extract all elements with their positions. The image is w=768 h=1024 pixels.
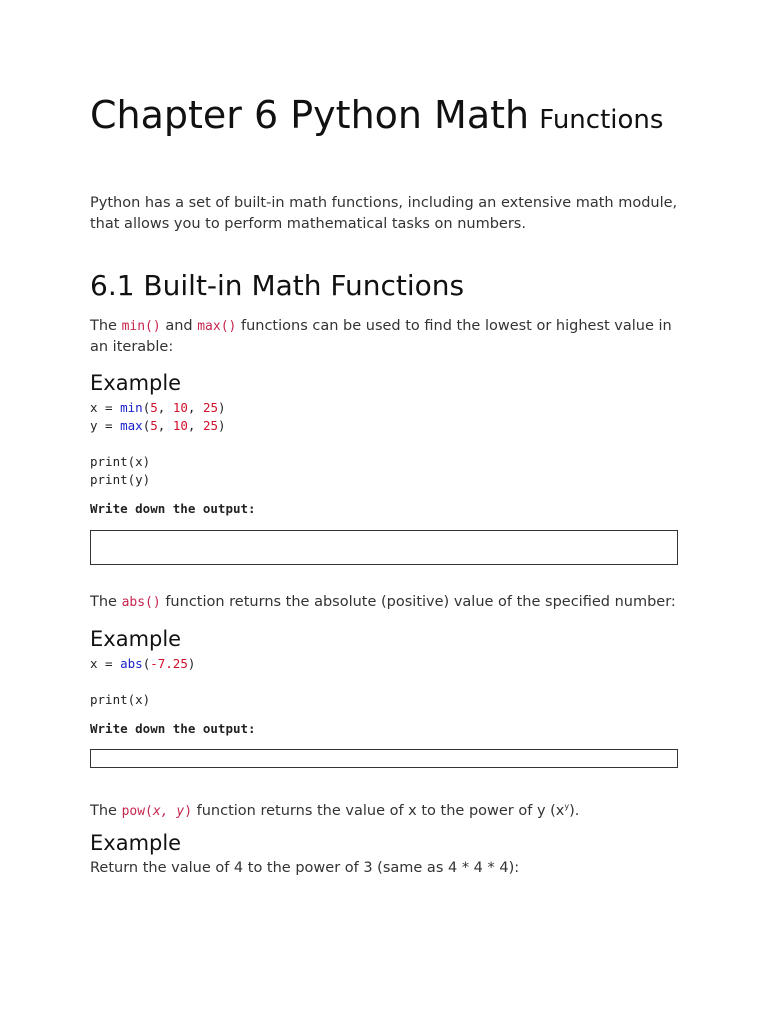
code-sep: ,	[187, 400, 203, 415]
code-paren: (	[142, 656, 151, 671]
code-print: print(y)	[90, 472, 151, 487]
example-heading-1: Example	[90, 371, 182, 395]
code-fn-max: max	[120, 418, 143, 433]
write-output-label-1: Write down the output:	[90, 501, 256, 516]
minmax-pre: The	[90, 318, 122, 334]
pow-function-name	[122, 804, 192, 819]
chapter-title	[90, 93, 664, 137]
example-heading-2: Example	[90, 627, 182, 651]
code-num: 5	[150, 418, 158, 433]
code-fn-min: min	[120, 400, 143, 415]
abs-description	[90, 592, 690, 613]
minmax-description	[90, 316, 690, 358]
pow-post: function returns the value of x to the power of y (x	[192, 802, 565, 819]
code-num: 25	[202, 400, 218, 415]
section-heading: 6.1 Built-in Math Functions	[90, 269, 465, 302]
abs-post: function returns the absolute (positive) value of the specified number:	[160, 594, 676, 610]
pow-pre: The	[90, 802, 122, 819]
code-print: print(x)	[90, 454, 151, 469]
example-heading-3: Example	[90, 831, 182, 855]
code-var: x =	[90, 656, 121, 671]
pow-fn: pow(	[121, 803, 153, 819]
code-block-1	[90, 399, 226, 489]
code-block-2	[90, 655, 195, 709]
code-paren: (	[142, 400, 151, 415]
abs-function-name: abs()	[121, 595, 161, 610]
pow-args: x, y	[152, 803, 185, 819]
code-num: 25	[202, 418, 218, 433]
code-num: -7.25	[150, 656, 188, 671]
pow-close: )	[184, 803, 193, 819]
code-fn-abs: abs	[120, 656, 143, 671]
code-num: 10	[172, 400, 188, 415]
pow-superscript: y	[564, 802, 570, 811]
chapter-title-main: Chapter 6 Python Math	[90, 93, 530, 137]
pow-end: ).	[569, 802, 580, 819]
write-output-label-2: Write down the output:	[90, 721, 256, 736]
code-print: print(x)	[90, 692, 151, 707]
pow-description	[90, 796, 690, 822]
chapter-title-small: Functions	[539, 105, 664, 135]
code-paren: )	[187, 656, 196, 671]
intro-paragraph: Python has a set of built-in math functions, including an extensive math module, that allows you to perform mathematical tasks on numbers.	[90, 195, 678, 232]
minmax-mid: and	[160, 318, 198, 334]
code-paren: )	[218, 400, 226, 415]
code-var: y =	[90, 418, 121, 433]
abs-pre: The	[90, 594, 122, 610]
code-sep: ,	[187, 418, 203, 433]
code-num: 10	[172, 418, 188, 433]
answer-box-1[interactable]	[90, 530, 678, 565]
code-paren: (	[142, 418, 151, 433]
code-sep: ,	[157, 400, 173, 415]
pow-example-description: Return the value of 4 to the power of 3 (same as 4 * 4 * 4):	[90, 860, 520, 876]
answer-box-2[interactable]	[90, 749, 678, 768]
code-sep: ,	[157, 418, 173, 433]
code-var: x =	[90, 400, 121, 415]
code-paren: )	[218, 418, 226, 433]
code-num: 5	[150, 400, 158, 415]
min-function-name: min()	[121, 319, 161, 334]
max-function-name: max()	[197, 319, 237, 334]
minmax-post: functions can be used to find the lowest or highest value in an iterable:	[90, 318, 672, 355]
